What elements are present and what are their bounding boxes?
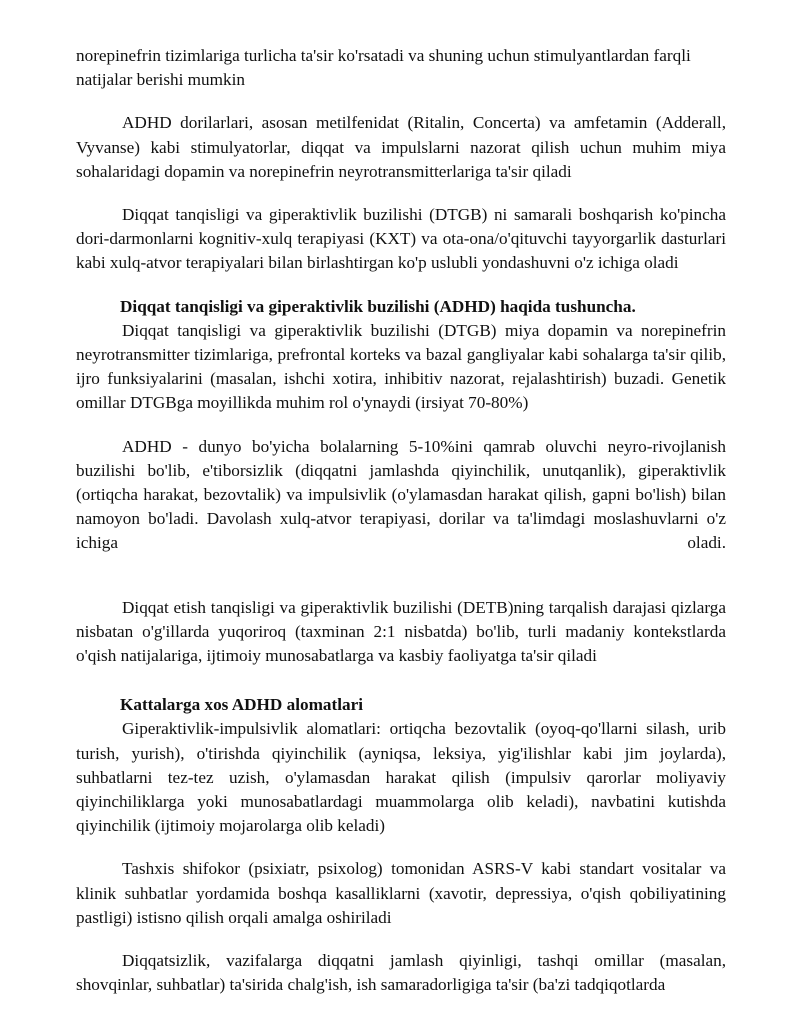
paragraph-adhd-prevalence: ADHD - dunyo bo'yicha bolalarning 5-10%ini qamrab oluvchi neyro-rivojlanish buzilishi bo'lib, e'tiborsizlik (diqqatni jamlashda qiyinchilik, unutqanlik), giperaktivlik (ortiqcha harakat, bezovtalik) va impulsivlik (o'ylamasdan harakat qilish, gapni bo'lish) bilan namoyon bo'ladi. Davolash xulq-atvor terapiyasi, dorilar va ta'limdagi moslashuvlarni o'z ichiga oladi.: [76, 436, 726, 553]
paragraph-multimodal-approach: Diqqat tanqisligi va giperaktivlik buzilishi (DTGB) ni samarali boshqarish ko'pincha dori-darmonlarni kognitiv-xulq terapiyasi (KXT) va ota-ona/o'qituvchi tayyorgarlik dasturlari kabi xulq-atvor terapiyalari bilan birlashtirgan ko'p uslubli yondashuvni o'z ichiga oladi: [76, 205, 726, 273]
section-heading-adhd-concept: Diqqat tanqisligi va giperaktivlik buzilishi (ADHD) haqida tushuncha.: [120, 296, 636, 316]
paragraph-diagnosis: Tashxis shifokor (psixiatr, psixolog) tomonidan ASRS-V kabi standart vositalar va klinik suhbatlar yordamida boshqa kasalliklarni (xavotir, depressiya, o'qish qobiliyatining pastligi) istisno qilish orqali amalga oshiriladi: [76, 859, 726, 927]
paragraph-dtgb-brain: Diqqat tanqisligi va giperaktivlik buzilishi (DTGB) miya dopamin va norepinefrin neyrotransmitter tizimlariga, prefrontal korteks va bazal gangliyalar kabi sohalarga ta'sir qilib, ijro funksiyalarini (masalan, ishchi xotira, inhibitiv nazorat, rejalashtirish) buzadi. Genetik omillar DTGBga moyillikda muhim rol o'ynaydi (irsiyat 70-80%): [76, 320, 726, 413]
section-heading-adult-symptoms: Kattalarga xos ADHD alomatlari: [120, 695, 363, 715]
paragraph-adhd-medications: ADHD dorilarlari, asosan metilfenidat (Ritalin, Concerta) va amfetamin (Adderall, Vyvanse) kabi stimulyatorlar, diqqat va impulslarni nazorat qilish uchun muhim miya sohalaridagi dopamin va norepinefrin neyrotransmitterlariga ta'sir qiladi: [76, 113, 726, 181]
paragraph-inattention: Diqqatsizlik, vazifalarga diqqatni jamlash qiyinligi, tashqi omillar (masalan, shovqinlar, suhbatlar) ta'sirida chalg'ish, ish samaradorligiga ta'sir (ba'zi tadqiqotlarda: [76, 951, 726, 995]
paragraph-continuation: norepinefrin tizimlariga turlicha ta'sir ko'rsatadi va shuning uchun stimulyantlardan farqli natijalar berishi mumkin: [76, 46, 691, 90]
document-page: [76, 44, 726, 998]
paragraph-detb-gender: Diqqat etish tanqisligi va giperaktivlik buzilishi (DETB)ning tarqalish darajasi qizlarga nisbatan o'g'illarda yuqoriroq (taxminan 2:1 nisbatda) bo'lib, turli madaniy kontekstlarda o'qish natijalariga, ijtimoiy munosabatlarga va kasbiy faoliyatga ta'sir qiladi: [76, 597, 726, 666]
paragraph-hyperactivity-symptoms: Giperaktivlik-impulsivlik alomatlari: ortiqcha bezovtalik (oyoq-qo'llarni silash, urib turish, yurish), o'tirishda qiyinchilik (ayniqsa, leksiya, yig'ilishlar kabi jim joylarda), suhbatlarni tez-tez uzish, o'ylamasdan harakat qilish (impulsiv qarorlar moliyaviy qiyinchiliklarga yoki munosabatlardagi muammolarga olib keladi), navbatini kutishda qiyinchilik (ijtimoiy mojarolarga olib keladi): [76, 719, 726, 836]
